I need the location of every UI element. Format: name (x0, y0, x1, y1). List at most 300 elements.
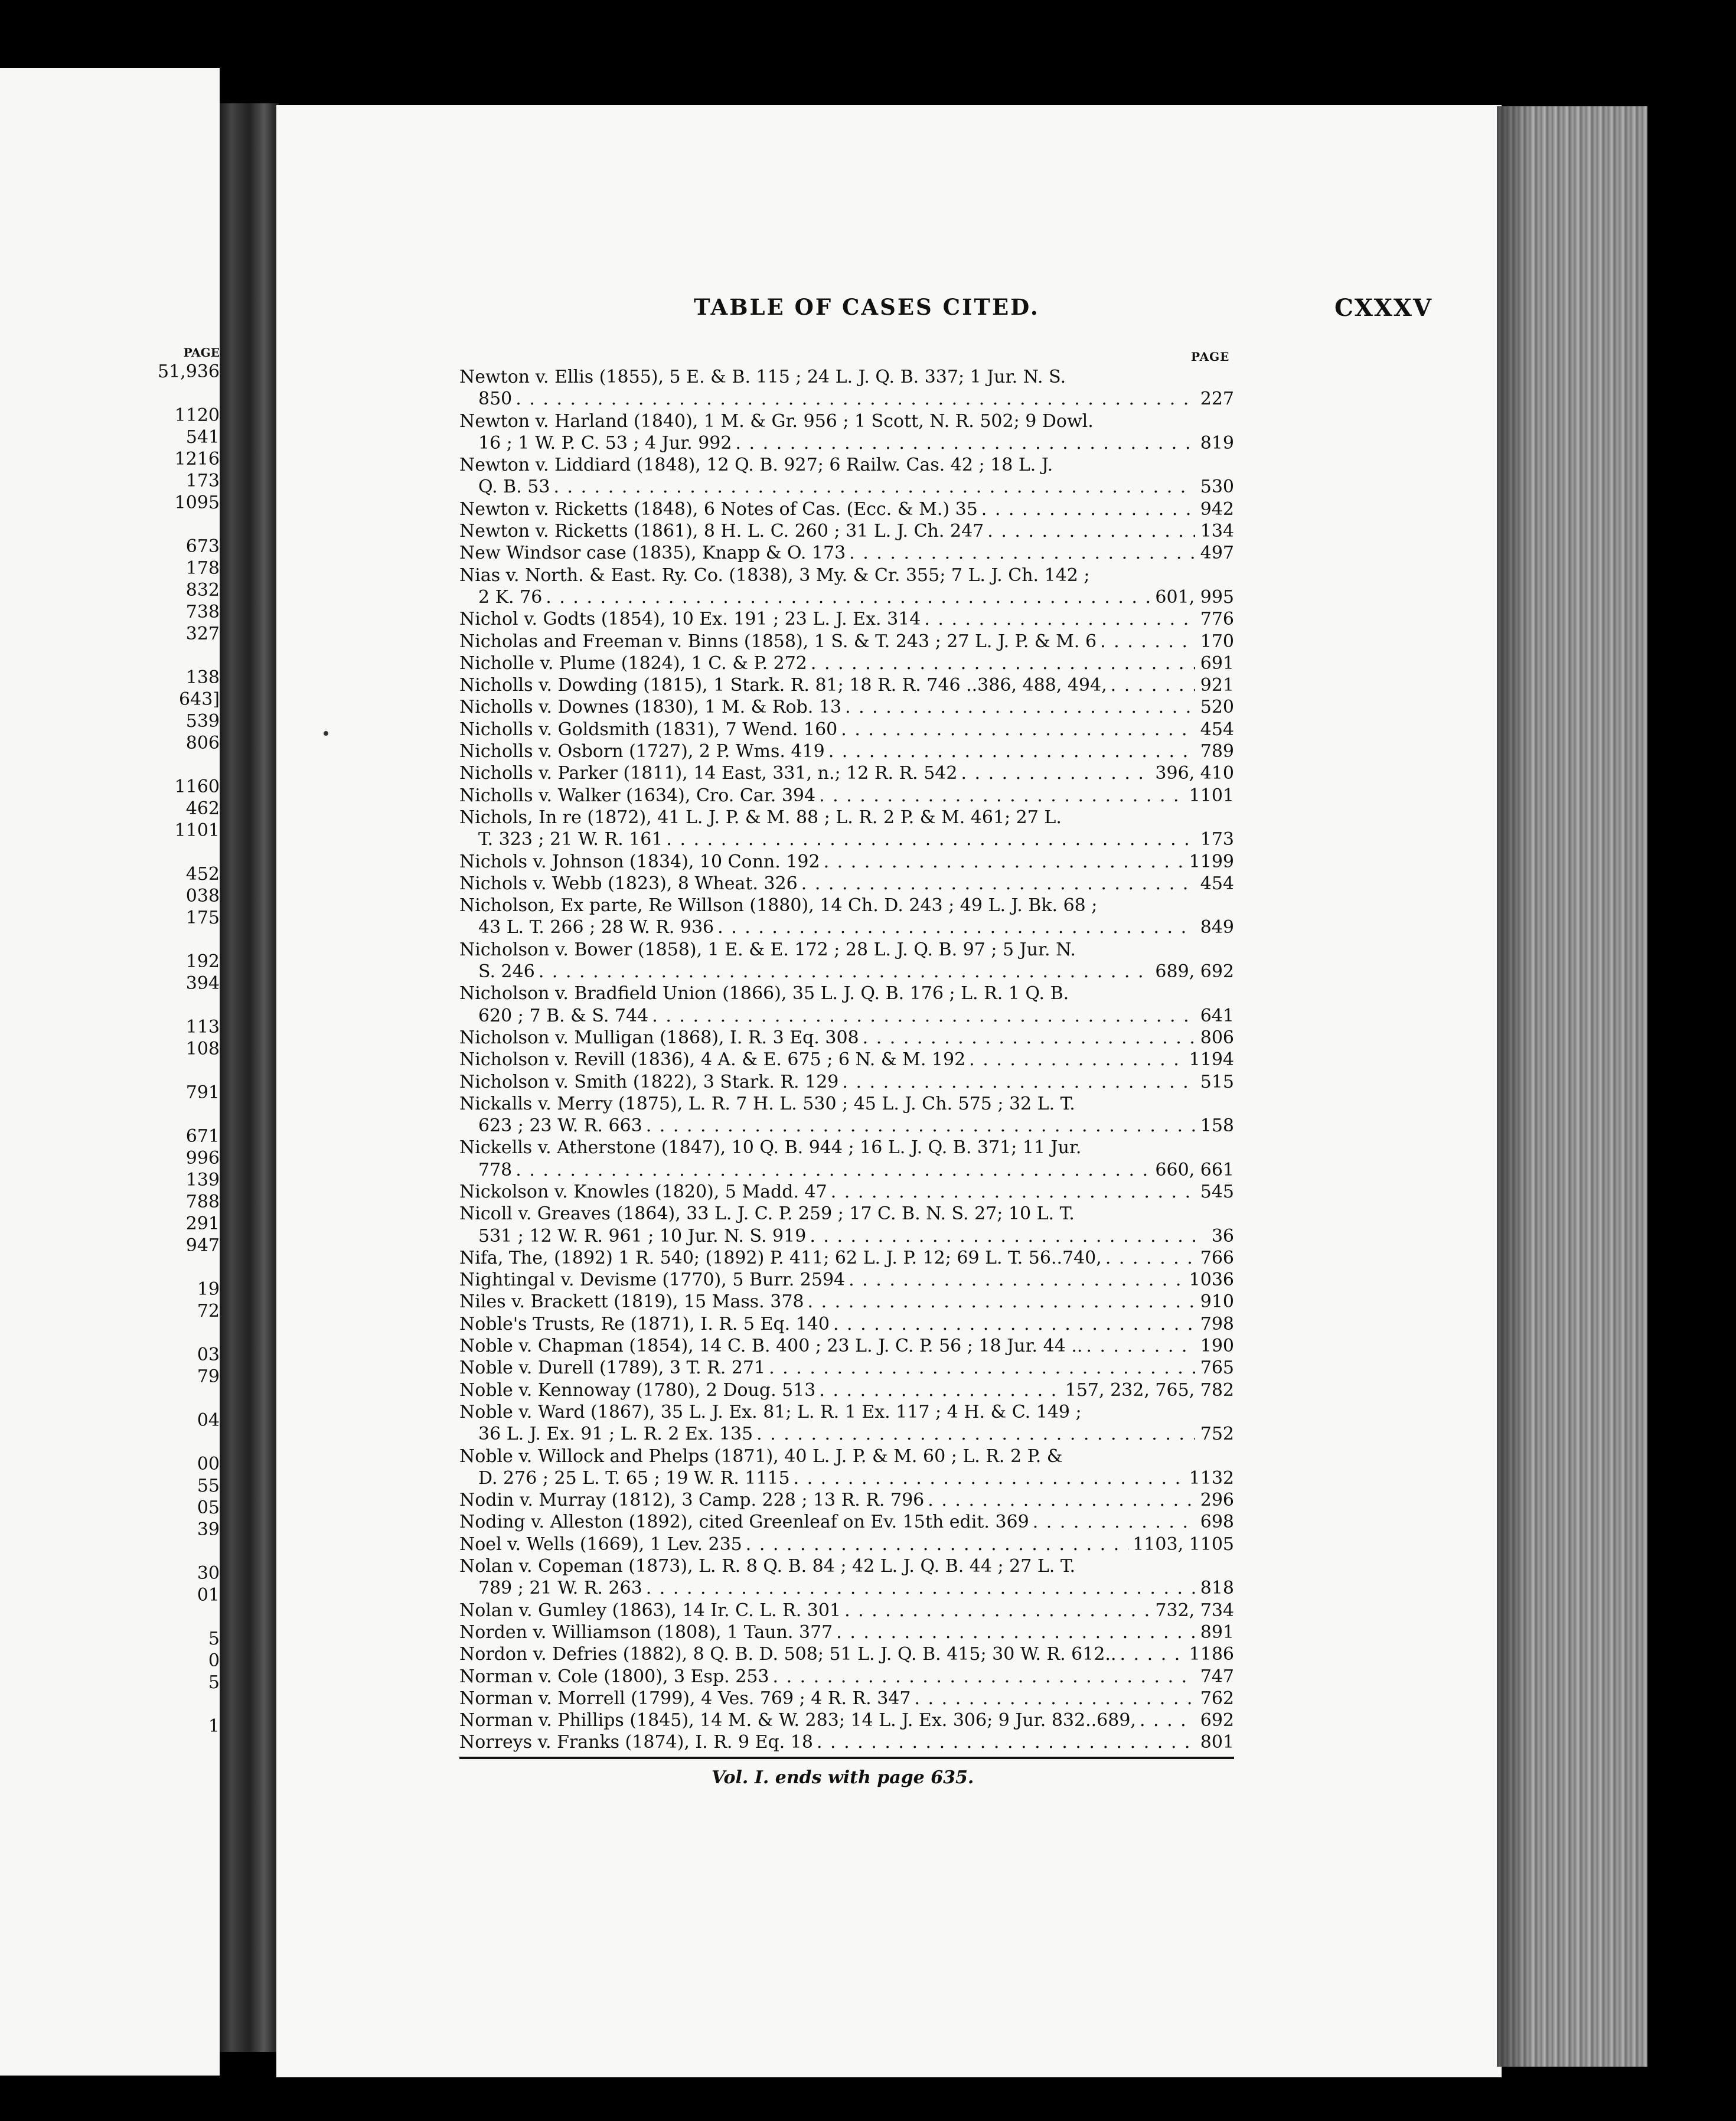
case-entry (459, 1401, 1234, 1423)
case-citation: Nightingal v. Devisme (1770), 5 Burr. 2594 (459, 1270, 846, 1291)
case-citation: Nicholls v. Parker (1811), 14 East, 331, n.; 12 R. R. 542 (459, 763, 958, 784)
case-page-ref: 1199 (1189, 851, 1234, 872)
left-page-number (102, 645, 220, 667)
page-speck (324, 731, 328, 736)
case-citation: Noel v. Wells (1669), 1 Lev. 235 (459, 1533, 742, 1555)
left-page-number: 173 (185, 471, 220, 491)
dot-leader (808, 1291, 1195, 1313)
case-page-ref: 819 (1200, 432, 1234, 453)
case-citation: Nicholls v. Osborn (1727), 2 P. Wms. 419 (459, 741, 825, 762)
case-citation: Norman v. Morrell (1799), 4 Ves. 769 ; 4 R. R. 347 (459, 1688, 911, 1709)
case-entry (459, 454, 1234, 476)
left-page-number: 788 (185, 1192, 220, 1212)
left-page-number (102, 994, 220, 1016)
case-entry (459, 762, 1234, 784)
case-entry (459, 740, 1234, 762)
dot-leader (841, 719, 1195, 740)
dot-leader (794, 1467, 1186, 1489)
left-page-number: 1 (208, 1716, 220, 1737)
dot-leader (928, 1489, 1195, 1511)
case-citation: 531 ; 12 W. R. 961 ; 10 Jur. N. S. 919 (478, 1225, 807, 1247)
case-page-ref: 497 (1200, 543, 1234, 564)
page-number-roman: CXXXV (1334, 294, 1432, 322)
left-page-header: PAGE (183, 345, 220, 360)
case-entry (459, 498, 1234, 520)
case-citation: Noble v. Kennoway (1780), 2 Doug. 513 (459, 1379, 816, 1401)
case-entry (459, 1445, 1234, 1467)
left-page-number: 671 (185, 1126, 220, 1147)
dot-leader (836, 1621, 1195, 1643)
case-page-ref: 766 (1200, 1247, 1234, 1268)
case-entry-continuation (459, 1423, 1234, 1445)
left-page-number: 673 (185, 536, 220, 557)
case-citation: Newton v. Ricketts (1861), 8 H. L. C. 260 ; 31 L. J. Ch. 247 (459, 521, 984, 542)
case-citation: 623 ; 23 W. R. 663 (478, 1115, 642, 1137)
case-page-ref: 849 (1200, 917, 1234, 938)
case-entry (459, 520, 1234, 542)
case-citation: S. 246 (478, 961, 535, 983)
case-page-ref: 227 (1200, 389, 1234, 410)
left-page-number (102, 1693, 220, 1715)
case-citation: Nicholls v. Walker (1634), Cro. Car. 394 (459, 785, 816, 806)
dot-leader (811, 652, 1195, 674)
case-entry (459, 564, 1234, 586)
case-citation: Norreys v. Franks (1874), I. R. 9 Eq. 18 (459, 1732, 813, 1753)
case-citation: Norman v. Cole (1800), 3 Esp. 253 (459, 1666, 769, 1687)
dot-leader (810, 1225, 1195, 1247)
case-page-ref: 752 (1200, 1424, 1234, 1445)
left-page-number: 05 (197, 1497, 220, 1518)
case-citation: Noble's Trusts, Re (1871), I. R. 5 Eq. 140 (459, 1313, 830, 1334)
dot-leader (801, 873, 1195, 895)
left-page-number: 291 (185, 1213, 220, 1234)
case-citation: Noding v. Alleston (1892), cited Greenleaf on Ev. 15th edit. 369 (459, 1512, 1029, 1533)
case-entry-continuation (459, 388, 1234, 410)
volume-footnote: Vol. I. ends with page 635. (712, 1767, 974, 1788)
left-page-number (102, 1104, 220, 1125)
case-entry (459, 1203, 1234, 1225)
left-page-number: 04 (197, 1410, 220, 1431)
case-citation: 43 L. T. 266 ; 28 W. R. 936 (478, 917, 714, 938)
dot-leader (842, 1071, 1195, 1093)
case-page-ref: 692 (1200, 1710, 1234, 1731)
case-page-ref: 36 (1211, 1225, 1234, 1247)
case-entry (459, 1357, 1234, 1379)
case-page-ref: 942 (1200, 498, 1234, 520)
case-citation: 850 (478, 389, 513, 410)
case-citation: Niles v. Brackett (1819), 15 Mass. 378 (459, 1291, 804, 1313)
case-citation: Nichols v. Johnson (1834), 10 Conn. 192 (459, 851, 820, 872)
left-page-number: 1101 (174, 820, 220, 841)
case-citation: 620 ; 7 B. & S. 744 (478, 1005, 649, 1026)
dot-leader (1086, 1335, 1195, 1357)
dot-leader (515, 1159, 1151, 1181)
left-page-number: 79 (197, 1366, 220, 1387)
case-entry (459, 1709, 1234, 1731)
dot-leader (845, 696, 1195, 718)
case-entry-continuation (459, 1159, 1234, 1181)
case-page-ref: 691 (1200, 652, 1234, 674)
case-citation: Nicholls v. Goldsmith (1831), 7 Wend. 160 (459, 719, 838, 740)
case-entry (459, 1731, 1234, 1753)
case-page-ref: 296 (1200, 1490, 1234, 1511)
dot-leader (746, 1533, 1129, 1555)
case-page-ref: 601, 995 (1155, 586, 1234, 608)
case-citation: Nicholls v. Downes (1830), 1 M. & Rob. 13 (459, 697, 841, 718)
left-page-number: 01 (197, 1585, 220, 1606)
case-entry-continuation (459, 1577, 1234, 1599)
case-citation: Nicholle v. Plume (1824), 1 C. & P. 272 (459, 652, 807, 674)
case-citation: Noble v. Durell (1789), 3 T. R. 271 (459, 1358, 766, 1379)
case-citation: Noble v. Chapman (1854), 14 C. B. 400 ; 23 L. J. C. P. 56 ; 18 Jur. 44 .. (459, 1336, 1083, 1357)
dot-leader (1140, 1709, 1195, 1731)
left-page-number: 832 (185, 580, 220, 601)
left-page-number: 175 (185, 908, 220, 928)
case-page-ref: 173 (1200, 829, 1234, 850)
case-citation: Nichol v. Godts (1854), 10 Ex. 191 ; 23 L. J. Ex. 314 (459, 609, 921, 630)
case-page-ref: 789 (1200, 741, 1234, 762)
case-entry (459, 608, 1234, 630)
dot-leader (849, 542, 1195, 564)
dot-leader (756, 1423, 1195, 1445)
case-page-ref: 891 (1200, 1621, 1234, 1643)
case-citation: Nolan v. Copeman (1873), L. R. 8 Q. B. 84 ; 42 L. J. Q. B. 44 ; 27 L. T. (459, 1556, 1075, 1577)
case-citation: Nicholson v. Bradfield Union (1866), 35 L. J. Q. B. 176 ; L. R. 1 Q. B. (459, 983, 1069, 1004)
left-page-number: 03 (197, 1345, 220, 1365)
case-page-ref: 910 (1200, 1291, 1234, 1313)
case-page-ref: 1036 (1189, 1270, 1234, 1291)
case-citation: Nifa, The, (1892) 1 R. 540; (1892) P. 411; 62 L. J. P. 12; 69 L. T. 56..740, (459, 1247, 1102, 1268)
page-column-label: PAGE (1191, 350, 1230, 364)
case-entry (459, 1621, 1234, 1643)
dot-leader (819, 1379, 1061, 1401)
dot-leader (914, 1688, 1195, 1709)
dot-leader (1120, 1643, 1186, 1665)
left-page-number: 108 (185, 1039, 220, 1059)
dot-leader (924, 608, 1195, 630)
dot-leader (769, 1357, 1195, 1379)
dot-leader (652, 1005, 1195, 1027)
case-entry (459, 1291, 1234, 1313)
case-citation: Nichols, In re (1872), 41 L. J. P. & M. 88 ; L. R. 2 P. & M. 461; 27 L. (459, 807, 1062, 828)
case-citation: New Windsor case (1835), Knapp & O. 173 (459, 543, 846, 564)
left-page-number: 72 (197, 1301, 220, 1321)
case-entry (459, 1049, 1234, 1071)
left-page-number: 178 (185, 558, 220, 579)
case-page-ref: 921 (1200, 675, 1234, 696)
case-page-ref: 170 (1200, 631, 1234, 652)
dot-leader (515, 388, 1195, 410)
left-page-number: 394 (185, 973, 220, 994)
case-page-ref: 158 (1200, 1115, 1234, 1137)
dot-leader (1100, 631, 1195, 652)
case-citation: Nicholson v. Smith (1822), 3 Stark. R. 129 (459, 1071, 839, 1092)
case-citation: Nickalls v. Merry (1875), L. R. 7 H. L. 530 ; 45 L. J. Ch. 575 ; 32 L. T. (459, 1093, 1075, 1114)
case-citation: Nickells v. Atherstone (1847), 10 Q. B. 944 ; 16 L. J. Q. B. 371; 11 Jur. (459, 1137, 1082, 1159)
case-page-ref: 396, 410 (1155, 763, 1234, 784)
case-page-ref: 818 (1200, 1578, 1234, 1599)
case-citation: Newton v. Harland (1840), 1 M. & Gr. 956 ; 1 Scott, N. R. 502; 9 Dowl. (459, 410, 1094, 432)
case-entry (459, 1379, 1234, 1401)
left-page-number: 1216 (174, 449, 220, 469)
case-entry (459, 873, 1234, 895)
case-citation: Nicholson v. Mulligan (1868), I. R. 3 Eq. 308 (459, 1027, 859, 1048)
case-page-ref: 641 (1200, 1005, 1234, 1026)
left-page-number: 038 (185, 886, 220, 906)
dot-leader (735, 432, 1195, 454)
case-citation: Nicholls v. Dowding (1815), 1 Stark. R. 81; 18 R. R. 746 ..386, 488, 494, (459, 675, 1107, 696)
case-entry (459, 1335, 1234, 1357)
running-header (461, 294, 1736, 329)
left-page-number (102, 1388, 220, 1409)
case-entry (459, 1269, 1234, 1291)
case-page-ref: 747 (1200, 1666, 1234, 1687)
case-citation: Nicholson v. Revill (1836), 4 A. & E. 675 ; 6 N. & M. 192 (459, 1049, 966, 1071)
case-citation: Nolan v. Gumley (1863), 14 Ir. C. L. R. 301 (459, 1600, 841, 1621)
case-entry (459, 719, 1234, 740)
case-entry (459, 1181, 1234, 1203)
left-page-number: 192 (185, 951, 220, 972)
dot-leader (831, 1181, 1195, 1203)
case-page-ref: 515 (1200, 1071, 1234, 1092)
dot-leader (863, 1027, 1195, 1049)
left-page-number: 39 (197, 1519, 220, 1540)
left-page-number (102, 929, 220, 951)
case-page-ref: 190 (1200, 1336, 1234, 1357)
case-citation: Noble v. Willock and Phelps (1871), 40 L. J. P. & M. 60 ; L. R. 2 P. & (459, 1445, 1063, 1467)
case-citation: 36 L. J. Ex. 91 ; L. R. 2 Ex. 135 (478, 1424, 753, 1445)
dot-leader (546, 586, 1151, 608)
left-page-number: 806 (185, 733, 220, 753)
case-entry (459, 1489, 1234, 1511)
dot-leader (646, 1115, 1195, 1137)
dot-leader (969, 1049, 1185, 1071)
case-citation: Nordon v. Defries (1882), 8 Q. B. D. 508; 51 L. J. Q. B. 415; 30 W. R. 612.. (459, 1644, 1117, 1665)
left-page-number: 539 (185, 711, 220, 732)
case-citation: Nias v. North. & East. Ry. Co. (1838), 3 My. & Cr. 355; 7 L. J. Ch. 142 ; (459, 564, 1090, 586)
left-page-number: 791 (185, 1082, 220, 1103)
case-entry-continuation (459, 586, 1234, 608)
case-page-ref: 798 (1200, 1313, 1234, 1334)
case-entry (459, 1247, 1234, 1269)
case-citation: Nicoll v. Greaves (1864), 33 L. J. C. P. 259 ; 17 C. B. N. S. 27; 10 L. T. (459, 1203, 1075, 1225)
left-page-number: 19 (197, 1279, 220, 1300)
case-page-ref: 765 (1200, 1358, 1234, 1379)
case-page-ref: 1194 (1189, 1049, 1234, 1071)
case-entry (459, 1533, 1234, 1555)
case-entry (459, 939, 1234, 961)
left-page-number (102, 1431, 220, 1453)
left-page-number (102, 1060, 220, 1082)
dot-leader (828, 740, 1195, 762)
dot-leader (987, 520, 1195, 542)
left-page-number: 947 (185, 1235, 220, 1256)
case-table (459, 366, 1234, 1754)
case-entry (459, 1666, 1234, 1688)
left-page-number (102, 1257, 220, 1278)
case-citation: T. 323 ; 21 W. R. 161 (478, 829, 663, 850)
dot-leader (824, 851, 1186, 873)
case-entry (459, 1511, 1234, 1533)
dot-leader (539, 961, 1152, 983)
case-citation: 16 ; 1 W. P. C. 53 ; 4 Jur. 992 (478, 432, 732, 453)
left-page-number: 55 (197, 1476, 220, 1496)
case-entry (459, 1643, 1234, 1665)
case-page-ref: 776 (1200, 609, 1234, 630)
case-entry (459, 1027, 1234, 1049)
case-entry (459, 652, 1234, 674)
case-page-ref: 1103, 1105 (1133, 1533, 1234, 1555)
case-entry-continuation (459, 1005, 1234, 1027)
case-citation: D. 276 ; 25 L. T. 65 ; 19 W. R. 1115 (478, 1467, 790, 1489)
left-page-numbers (102, 345, 220, 1737)
dot-leader (646, 1577, 1195, 1599)
case-entry (459, 785, 1234, 807)
left-page-number: 452 (185, 864, 220, 885)
case-entry (459, 1688, 1234, 1709)
left-page-number: 5 (208, 1629, 220, 1649)
case-entry (459, 851, 1234, 873)
dot-leader (1033, 1511, 1195, 1533)
case-page-ref: 689, 692 (1155, 961, 1234, 983)
case-page-ref: 454 (1200, 719, 1234, 740)
case-page-ref: 530 (1200, 477, 1234, 498)
left-page-number: 541 (185, 427, 220, 448)
case-entry (459, 696, 1234, 718)
case-entry (459, 983, 1234, 1004)
page-title: TABLE OF CASES CITED. (694, 294, 1040, 320)
left-page-number: 996 (185, 1148, 220, 1169)
left-page-number: 0 (208, 1650, 220, 1671)
left-page-number: 462 (185, 798, 220, 819)
case-entry (459, 410, 1234, 432)
case-entry (459, 631, 1234, 652)
dot-leader (844, 1600, 1151, 1621)
case-citation: 778 (478, 1159, 513, 1180)
case-page-ref: 545 (1200, 1181, 1234, 1202)
case-entry (459, 366, 1234, 388)
dot-leader (773, 1666, 1196, 1688)
case-entry (459, 895, 1234, 916)
case-page-ref: 520 (1200, 697, 1234, 718)
case-page-ref: 454 (1200, 873, 1234, 894)
left-page-number (102, 1606, 220, 1628)
book-gutter (220, 103, 279, 2052)
left-page-number: 51,936 (158, 361, 220, 382)
case-entry (459, 1071, 1234, 1093)
case-citation: Newton v. Liddiard (1848), 12 Q. B. 927; 6 Railw. Cas. 42 ; 18 L. J. (459, 455, 1053, 476)
left-page-number (102, 1541, 220, 1562)
case-citation: Nickolson v. Knowles (1820), 5 Madd. 47 (459, 1181, 827, 1202)
case-entry (459, 542, 1234, 564)
case-citation: Nicholson, Ex parte, Re Willson (1880), 14 Ch. D. 243 ; 49 L. J. Bk. 68 ; (459, 895, 1098, 916)
case-citation: 789 ; 21 W. R. 263 (478, 1578, 642, 1599)
case-entry-continuation (459, 828, 1234, 850)
case-entry-continuation (459, 432, 1234, 454)
case-entry-continuation (459, 961, 1234, 983)
left-page-number: 738 (185, 602, 220, 622)
footer-rule (459, 1757, 1234, 1759)
left-page-number (102, 514, 220, 536)
left-page-number: 1160 (174, 776, 220, 797)
case-entry-continuation (459, 1115, 1234, 1137)
case-entry-continuation (459, 1225, 1234, 1247)
case-entry (459, 674, 1234, 696)
left-page-number: 30 (197, 1563, 220, 1584)
case-entry-continuation (459, 476, 1234, 498)
left-page-number: 643] (179, 689, 220, 710)
case-entry (459, 1600, 1234, 1621)
case-entry (459, 807, 1234, 828)
case-entry-continuation (459, 1467, 1234, 1489)
case-page-ref: 732, 734 (1155, 1600, 1234, 1621)
left-page-number: 00 (197, 1454, 220, 1474)
left-page-number (102, 383, 220, 404)
left-page-number: 327 (185, 624, 220, 644)
case-entry (459, 1137, 1234, 1159)
dot-leader (1111, 674, 1195, 696)
left-page-number: 138 (185, 667, 220, 688)
left-page-number: 1095 (174, 492, 220, 513)
case-page-ref: 157, 232, 765, 782 (1065, 1379, 1234, 1401)
dot-leader (717, 916, 1195, 938)
case-page-ref: 1132 (1189, 1467, 1234, 1489)
case-citation: Q. B. 53 (478, 477, 550, 498)
case-citation: Nicholas and Freeman v. Binns (1858), 1 S. & T. 243 ; 27 L. J. P. & M. 6 (459, 631, 1097, 652)
dot-leader (819, 785, 1186, 807)
dot-leader (961, 762, 1151, 784)
case-entry (459, 1313, 1234, 1335)
case-citation: Norden v. Williamson (1808), 1 Taun. 377 (459, 1621, 833, 1643)
left-page-number: 139 (185, 1170, 220, 1190)
case-citation: Nicholson v. Bower (1858), 1 E. & E. 172 ; 28 L. J. Q. B. 97 ; 5 Jur. N. (459, 939, 1076, 960)
case-citation: Newton v. Ricketts (1848), 6 Notes of Cas. (Ecc. & M.) 35 (459, 498, 978, 520)
case-citation: Newton v. Ellis (1855), 5 E. & B. 115 ; 24 L. J. Q. B. 337; 1 Jur. N. S. (459, 367, 1066, 387)
dot-leader (553, 476, 1195, 498)
case-citation: 2 K. 76 (478, 586, 543, 608)
left-facing-page (0, 68, 220, 2076)
case-page-ref: 806 (1200, 1027, 1234, 1048)
left-page-number (102, 841, 220, 863)
case-page-ref: 660, 661 (1155, 1159, 1234, 1180)
case-entry (459, 1093, 1234, 1115)
case-entry-continuation (459, 916, 1234, 938)
case-page-ref: 801 (1200, 1732, 1234, 1753)
dot-leader (817, 1731, 1195, 1753)
dot-leader (1105, 1247, 1195, 1269)
case-citation: Noble v. Ward (1867), 35 L. J. Ex. 81; L. R. 1 Ex. 117 ; 4 H. & C. 149 ; (459, 1401, 1082, 1422)
case-citation: Nichols v. Webb (1823), 8 Wheat. 326 (459, 873, 798, 894)
dot-leader (666, 828, 1195, 850)
dot-leader (849, 1269, 1186, 1291)
case-page-ref: 134 (1200, 521, 1234, 542)
left-page-number: 5 (208, 1672, 220, 1693)
case-citation: Norman v. Phillips (1845), 14 M. & W. 283; 14 L. J. Ex. 306; 9 Jur. 832..689, (459, 1710, 1136, 1731)
dot-leader (981, 498, 1195, 520)
fore-edge-shadow (1497, 106, 1532, 2067)
case-entry (459, 1555, 1234, 1577)
case-page-ref: 1101 (1189, 785, 1234, 806)
left-page-number (102, 1322, 220, 1344)
case-citation: Nodin v. Murray (1812), 3 Camp. 228 ; 13 R. R. 796 (459, 1490, 925, 1511)
left-page-number (102, 754, 220, 776)
case-page-ref: 762 (1200, 1688, 1234, 1709)
left-page-number: 1120 (174, 405, 220, 426)
left-page-number: 113 (185, 1017, 220, 1037)
case-page-ref: 698 (1200, 1512, 1234, 1533)
case-page-ref: 1186 (1189, 1644, 1234, 1665)
dot-leader (833, 1313, 1195, 1335)
